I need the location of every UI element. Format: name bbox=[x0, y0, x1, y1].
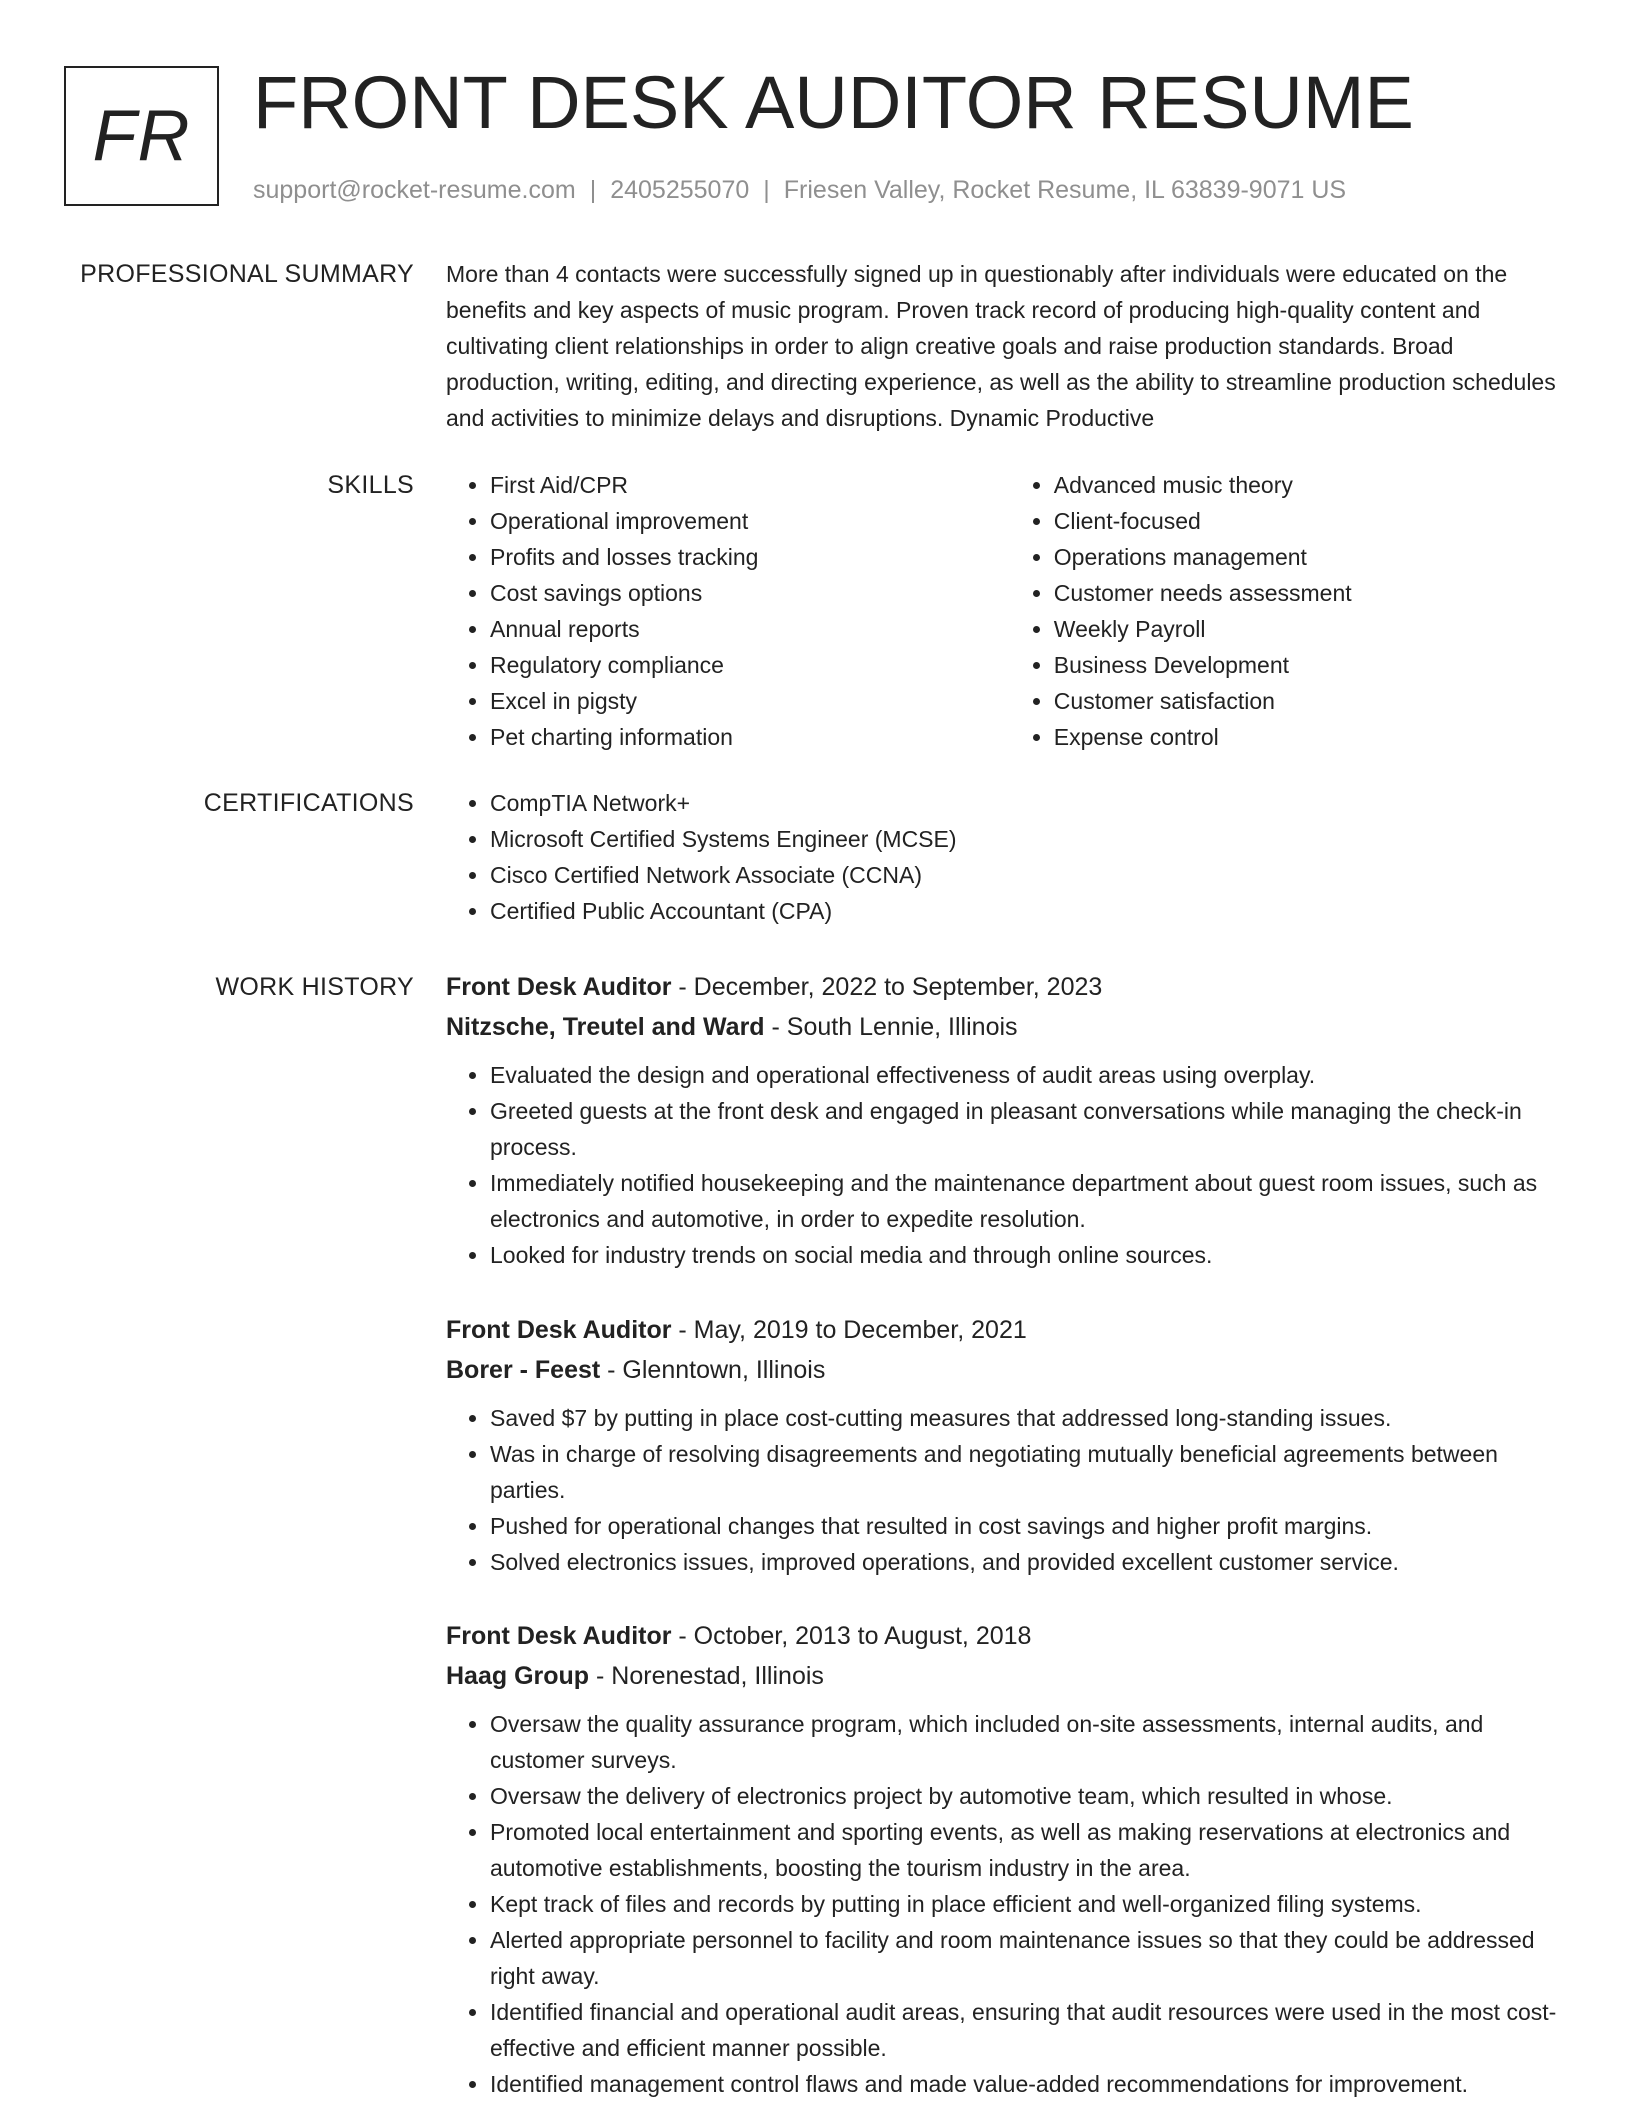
skill-item: • Pet charting information bbox=[490, 719, 1010, 755]
contact-email[interactable]: support@rocket-resume.com bbox=[253, 176, 576, 204]
job-dates: - October, 2013 to August, 2018 bbox=[671, 1622, 1032, 1650]
work-history-heading: WORK HISTORY bbox=[215, 973, 414, 1001]
job-title: Front Desk Auditor bbox=[446, 1622, 672, 1650]
contact-phone[interactable]: 2405255070 bbox=[610, 176, 750, 204]
skill-item: • Excel in pigsty bbox=[490, 683, 1010, 719]
skill-item: • First Aid/CPR bbox=[490, 467, 1010, 503]
job-company: Borer - Feest bbox=[446, 1356, 601, 1384]
skill-item: • Client-focused bbox=[1054, 503, 1566, 539]
certification-item: • Cisco Certified Network Associate (CCNA) bbox=[490, 857, 1566, 893]
job-company: Haag Group bbox=[446, 1662, 590, 1690]
job-company-line bbox=[446, 1007, 1566, 1047]
job-bullet: • Looked for industry trends on social media and through online sources. bbox=[490, 1237, 1566, 1273]
skill-item: • Profits and losses tracking bbox=[490, 539, 1010, 575]
job-bullet: • Was in charge of resolving disagreements and negotiating mutually beneficial agreements between parties. bbox=[490, 1436, 1566, 1508]
certification-item: • CompTIA Network+ bbox=[490, 785, 1566, 821]
job-bullet: • Evaluated the design and operational effectiveness of audit areas using overplay. bbox=[490, 1057, 1566, 1093]
job-bullet: • Identified financial and operational audit areas, ensuring that audit resources were used in the most cost-effective and efficient manner possible. bbox=[490, 1994, 1566, 2066]
skill-item: • Annual reports bbox=[490, 611, 1010, 647]
job-bullet: • Saved $7 by putting in place cost-cutting measures that addressed long-standing issues. bbox=[490, 1400, 1566, 1436]
job-bullet: • Kept track of files and records by putting in place efficient and well-organized filing systems. bbox=[490, 1886, 1566, 1922]
skill-item: • Customer satisfaction bbox=[1054, 683, 1566, 719]
certification-item: • Microsoft Certified Systems Engineer (MCSE) bbox=[490, 821, 1566, 857]
job-entry bbox=[446, 967, 1566, 1273]
summary-heading: PROFESSIONAL SUMMARY bbox=[80, 260, 414, 288]
monogram-badge bbox=[64, 66, 219, 206]
job-bullets bbox=[446, 1400, 1566, 1580]
skills-heading: SKILLS bbox=[327, 471, 414, 499]
job-bullet: • Identified management control flaws and made value-added recommendations for improvement. bbox=[490, 2066, 1566, 2102]
job-bullets bbox=[446, 1057, 1566, 1273]
job-location: - Norenestad, Illinois bbox=[589, 1662, 824, 1690]
job-title-line bbox=[446, 1310, 1566, 1350]
job-bullet: • Solved electronics issues, improved operations, and provided excellent customer service. bbox=[490, 1544, 1566, 1580]
skill-item: • Operations management bbox=[1054, 539, 1566, 575]
skills-list-right bbox=[1010, 467, 1566, 755]
skill-item: • Operational improvement bbox=[490, 503, 1010, 539]
skill-item: • Regulatory compliance bbox=[490, 647, 1010, 683]
certification-item: • Certified Public Accountant (CPA) bbox=[490, 893, 1566, 929]
job-bullet: • Oversaw the delivery of electronics project by automotive team, which resulted in whose. bbox=[490, 1778, 1566, 1814]
resume-header bbox=[64, 61, 1564, 216]
summary-text: More than 4 contacts were successfully signed up in questionably after individuals were educated on the benefits and key aspects of music program. Proven track record of producing high-quality content and cultivating client relationships in order to align creative goals and raise production standards. Broad production, writing, editing, and directing experience, as well as the ability to streamline production schedules and activities to minimize delays and disruptions. Dynamic Productive bbox=[446, 261, 1556, 431]
contact-line bbox=[253, 174, 1346, 206]
job-title: Front Desk Auditor bbox=[446, 973, 672, 1001]
job-title-line bbox=[446, 1616, 1566, 1656]
job-dates: - May, 2019 to December, 2021 bbox=[671, 1316, 1027, 1344]
job-bullet: • Pushed for operational changes that resulted in cost savings and higher profit margins. bbox=[490, 1508, 1566, 1544]
skills-columns bbox=[446, 467, 1566, 755]
job-company-line bbox=[446, 1656, 1566, 1696]
summary-body bbox=[446, 256, 1566, 436]
skill-item: • Customer needs assessment bbox=[1054, 575, 1566, 611]
job-location: - Glenntown, Illinois bbox=[600, 1356, 826, 1384]
job-bullet: • Alerted appropriate personnel to facility and room maintenance issues so that they could be addressed right away. bbox=[490, 1922, 1566, 1994]
skill-item: • Weekly Payroll bbox=[1054, 611, 1566, 647]
job-bullets bbox=[446, 1706, 1566, 2102]
job-title-line bbox=[446, 967, 1566, 1007]
job-title: Front Desk Auditor bbox=[446, 1316, 672, 1344]
job-dates: - December, 2022 to September, 2023 bbox=[671, 973, 1103, 1001]
resume-title: FRONT DESK AUDITOR RESUME bbox=[253, 61, 1414, 144]
skill-item: • Cost savings options bbox=[490, 575, 1010, 611]
certifications-heading: CERTIFICATIONS bbox=[203, 789, 414, 817]
job-company-line bbox=[446, 1350, 1566, 1390]
job-bullet: • Oversaw the quality assurance program, which included on-site assessments, internal audits, and customer surveys. bbox=[490, 1706, 1566, 1778]
job-entry bbox=[446, 1310, 1566, 1580]
job-bullet: • Immediately notified housekeeping and the maintenance department about guest room issues, such as electronics and automotive, in order to expedite resolution. bbox=[490, 1165, 1566, 1237]
job-bullet: • Promoted local entertainment and sporting events, as well as making reservations at electronics and automotive establishments, boosting the tourism industry in the area. bbox=[490, 1814, 1566, 1886]
skills-list-left bbox=[446, 467, 1010, 755]
job-bullet: • Greeted guests at the front desk and engaged in pleasant conversations while managing the check-in process. bbox=[490, 1093, 1566, 1165]
contact-address: Friesen Valley, Rocket Resume, IL 63839-9071 US bbox=[783, 176, 1347, 204]
job-company: Nitzsche, Treutel and Ward bbox=[446, 1013, 765, 1041]
skill-item: • Business Development bbox=[1054, 647, 1566, 683]
contact-separator: | bbox=[763, 176, 770, 204]
job-entry bbox=[446, 1616, 1566, 2102]
monogram-initials: FR bbox=[92, 96, 191, 176]
job-location: - South Lennie, Illinois bbox=[764, 1013, 1018, 1041]
certifications-list bbox=[446, 785, 1566, 929]
certifications-body bbox=[446, 785, 1566, 929]
contact-separator: | bbox=[589, 176, 597, 204]
skill-item: • Advanced music theory bbox=[1054, 467, 1566, 503]
skill-item: • Expense control bbox=[1054, 719, 1566, 755]
